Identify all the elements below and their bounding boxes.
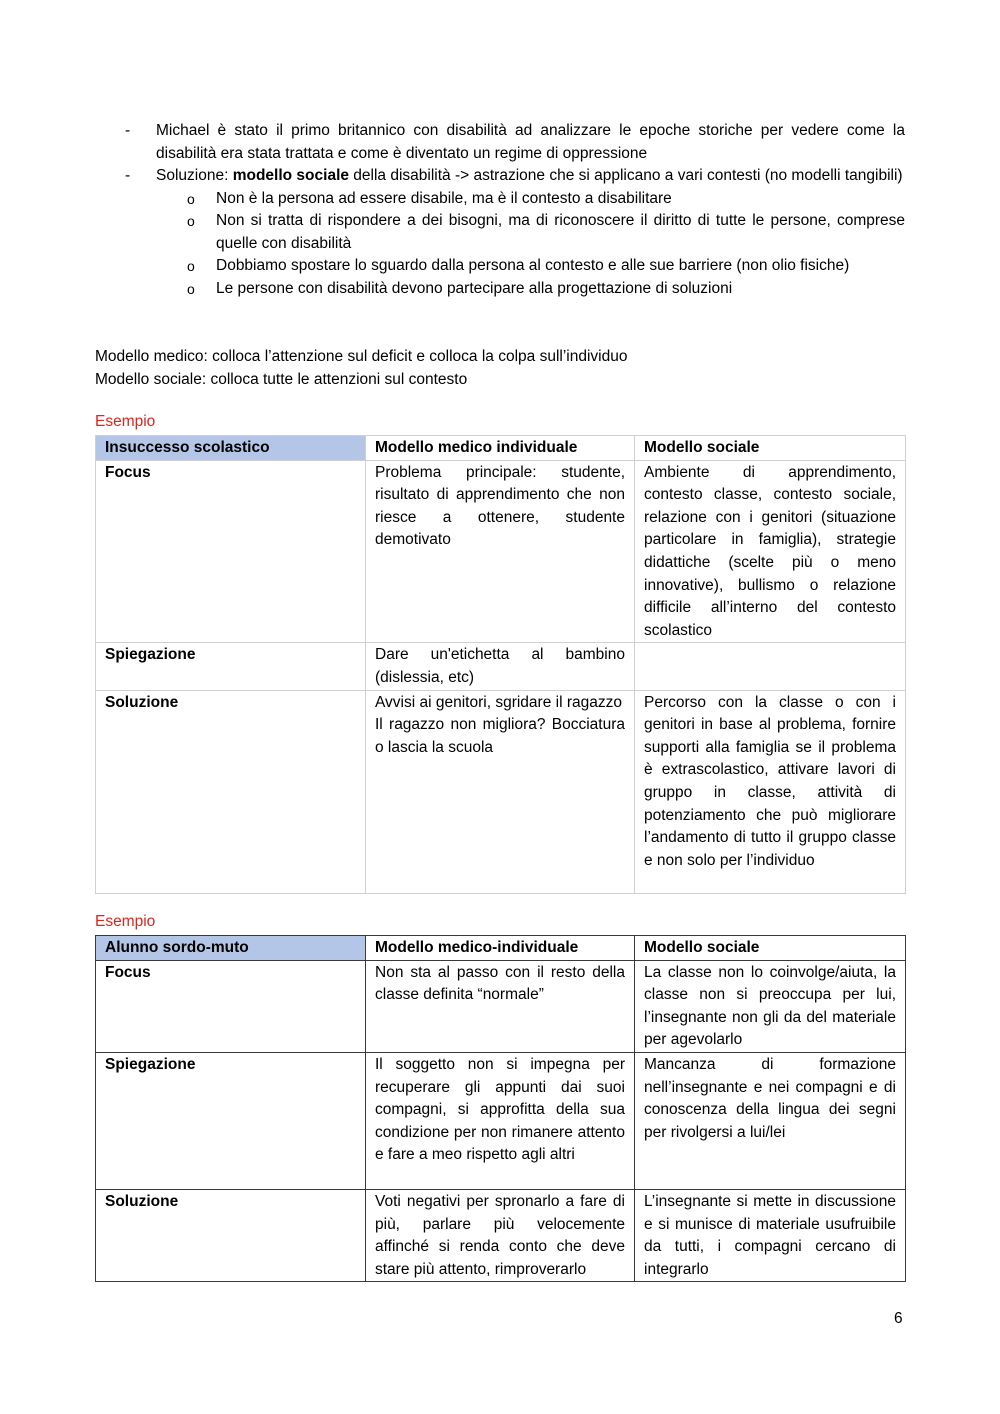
bullet-bold-term: modello sociale — [232, 167, 349, 184]
cell-medical: Voti negativi per spronarlo a fare di più, parlare più velocemente affinché si renda conto che deve stare più attento, rimproverarlo — [366, 1189, 635, 1281]
comparison-table-school-failure — [95, 435, 906, 894]
row-label-focus: Focus — [96, 960, 366, 1052]
model-notes — [95, 345, 627, 391]
cell-medical: Dare un'etichetta al bambino (dislessia, etc) — [366, 643, 635, 690]
row-label-solution: Soluzione — [96, 1189, 366, 1281]
bullet-text-prefix: Soluzione: — [156, 167, 233, 184]
cell-medical: Non sta al passo con il resto della classe definita “normale” — [366, 960, 635, 1052]
social-model-note: Modello sociale: colloca tutte le attenzioni sul contesto — [95, 371, 468, 388]
dash-marker: - — [125, 167, 131, 184]
table-row — [96, 460, 906, 643]
comparison-table-deaf-mute-student — [95, 935, 906, 1282]
table-row — [96, 643, 906, 690]
cell-medical: Problema principale: studente, risultato di apprendimento che non riesce a ottenere, studente demotivato — [366, 460, 635, 643]
row-label-explanation: Spiegazione — [96, 1052, 366, 1189]
table-row — [96, 690, 906, 893]
cell-line: Avvisi ai genitori, sgridare il ragazzo — [375, 693, 622, 711]
cell-social: Ambiente di apprendimento, contesto classe, contesto sociale, relazione con i genitori (situazione particolare in famiglia), strategie didattiche (scelte più o meno innovative), bullismo o relazione difficile all’interno del contesto scolastico — [635, 460, 906, 643]
dash-marker: - — [125, 122, 131, 139]
sub-bullet-item — [95, 188, 905, 211]
cell-social: La classe non lo coinvolge/aiuta, la classe non si preoccupa per lui, l’insegnante non gli da del materiale per agevolarlo — [635, 960, 906, 1052]
sub-bullet-text: Le persone con disabilità devono partecipare alla progettazione di soluzioni — [216, 279, 733, 297]
table-row — [96, 1052, 906, 1189]
sub-bullet-item — [95, 210, 905, 255]
bullet-item — [95, 120, 905, 165]
table-topic-header: Insuccesso scolastico — [96, 436, 366, 461]
page-number: 6 — [894, 1310, 903, 1327]
row-label-solution: Soluzione — [96, 690, 366, 893]
cell-social — [635, 643, 906, 690]
column-header-social: Modello sociale — [635, 936, 906, 961]
example-label: Esempio — [95, 413, 156, 430]
table-header-row — [96, 936, 906, 961]
circle-marker: o — [187, 280, 195, 297]
row-label-explanation: Spiegazione — [96, 643, 366, 690]
example-label: Esempio — [95, 913, 156, 930]
medical-model-note: Modello medico: colloca l’attenzione sul deficit e colloca la colpa sull’individuo — [95, 348, 628, 365]
table-header-row — [96, 436, 906, 461]
circle-marker: o — [187, 213, 195, 229]
bullet-text: Michael è stato il primo britannico con disabilità ad analizzare le epoche storiche per vedere come la disabilità era stata trattata e come è diventato un regime di oppressione — [156, 122, 905, 162]
column-header-medical: Modello medico-individuale — [366, 936, 635, 961]
sub-bullet-item — [95, 255, 905, 278]
row-label-focus: Focus — [96, 460, 366, 643]
column-header-social: Modello sociale — [635, 436, 906, 461]
cell-medical: Il soggetto non si impegna per recuperare gli appunti dai suoi compagni, si approfitta della sua condizione per non rimanere attento e fare a meo rispetto agli altri — [366, 1052, 635, 1189]
circle-marker: o — [187, 258, 195, 274]
cell-medical — [366, 690, 635, 893]
bullet-text-suffix: della disabilità -> astrazione che si applicano a vari contesti (no modelli tangibili) — [349, 167, 903, 184]
cell-social: Mancanza di formazione nell’insegnante e nei compagni e di conoscenza della lingua dei segni per rivolgersi a lui/lei — [635, 1052, 906, 1189]
table-row — [96, 960, 906, 1052]
table-row — [96, 1189, 906, 1281]
table-topic-header: Alunno sordo-muto — [96, 936, 366, 961]
circle-marker: o — [187, 190, 195, 207]
cell-social: Percorso con la classe o con i genitori in base al problema, fornire supporti alla famiglia se il problema è extrascolastico, attivare lavori di gruppo in classe, attività di potenziamento che può migliorare l’andamento di tutto il gruppo classe e non solo per l’individuo — [635, 690, 906, 893]
cell-line: Il ragazzo non migliora? Bocciatura o lascia la scuola — [375, 716, 625, 756]
sub-bullet-item — [95, 278, 905, 301]
sub-bullet-text: Dobbiamo spostare lo sguardo dalla persona al contesto e alle sue barriere (non olio fisiche) — [216, 257, 850, 274]
bullet-item — [95, 165, 905, 188]
bullet-list — [95, 120, 905, 300]
cell-social: L’insegnante si mette in discussione e si munisce di materiale usufruibile da tutti, i compagni cercano di integrarlo — [635, 1189, 906, 1281]
sub-bullet-text: Non è la persona ad essere disabile, ma è il contesto a disabilitare — [216, 189, 672, 207]
column-header-medical: Modello medico individuale — [366, 436, 635, 461]
sub-bullet-text: Non si tratta di rispondere a dei bisogni, ma di riconoscere il diritto di tutte le persone, comprese quelle con disabilità — [216, 212, 905, 252]
